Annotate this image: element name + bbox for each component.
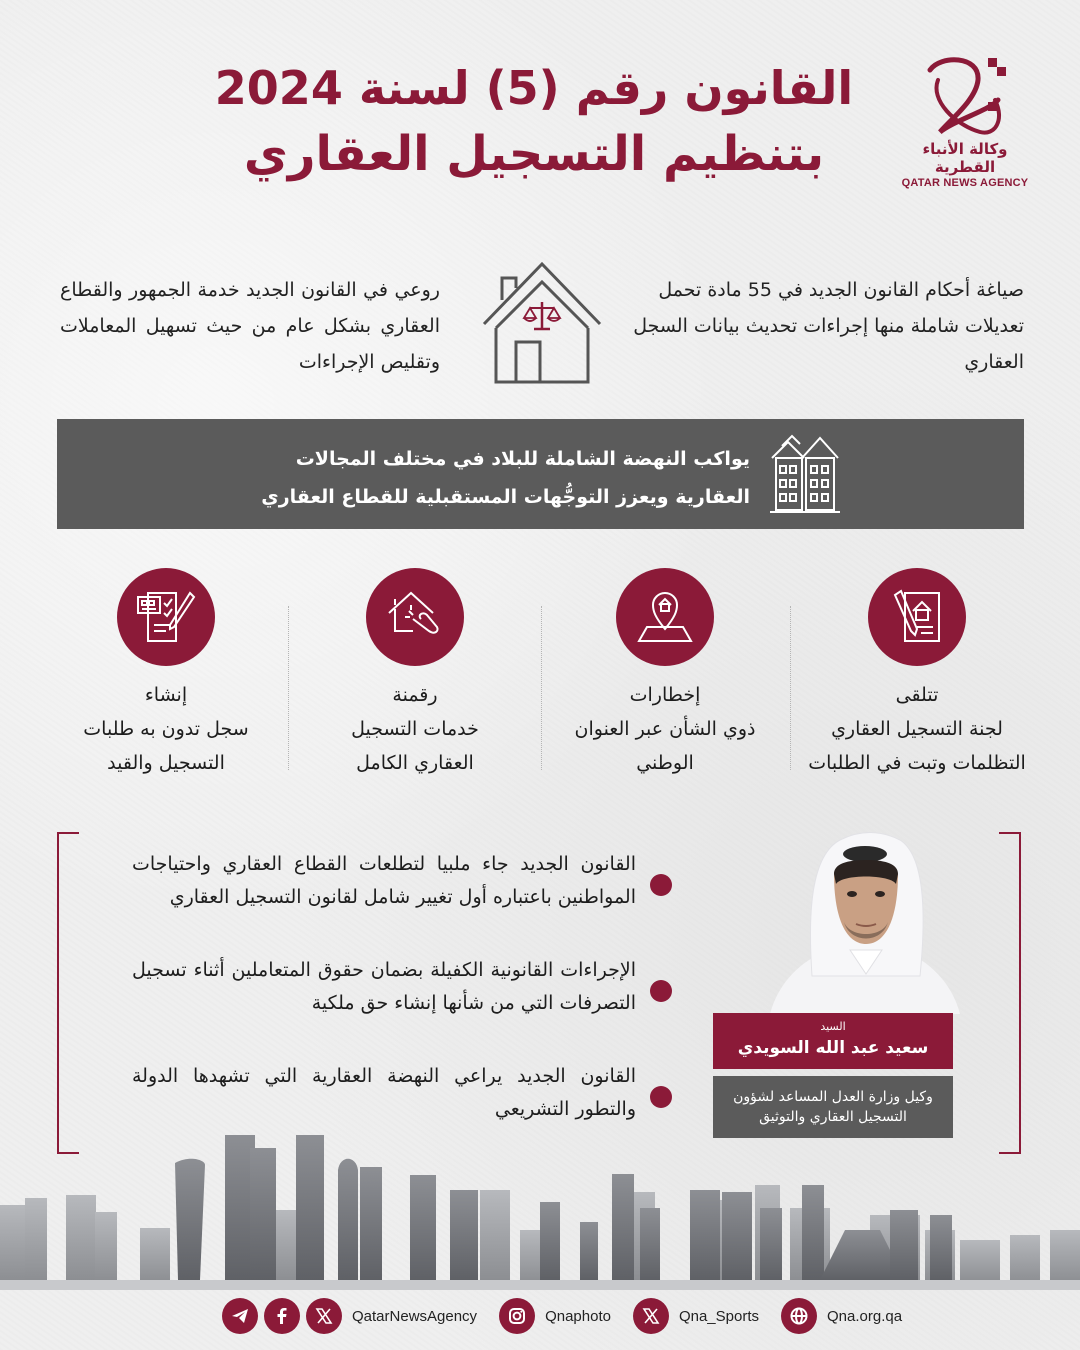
qna-logo [890,50,1040,190]
bullet-dot-icon [650,980,672,1002]
telegram-icon[interactable] [222,1298,258,1334]
x-icon[interactable] [633,1298,669,1334]
feature-line-1: خدمات التسجيل [351,718,479,740]
intro-left-text: روعي في القانون الجديد خدمة الجمهور والقطاع العقاري بشكل عام من حيث تسهيل المعاملات وتقليص الإجراءات [60,279,440,373]
bullet-text: الإجراءات القانونية الكفيلة بضمان حقوق المتعاملين أثناء تسجيل التصرفات التي من شأنها إنشاء حق ملكية [132,959,636,1014]
feature-icon-circle [868,568,966,666]
qna-logo-icon [910,50,1020,138]
feature-head: تتلقى [895,684,939,706]
feature-line-2: التظلمات وتبت في الطلبات [808,752,1026,774]
logo-name-en: QATAR NEWS AGENCY [901,177,1029,189]
bullet-item [132,848,672,914]
bullet-list [132,848,672,1166]
footer-handle-website[interactable]: Qna.org.qa [827,1307,903,1325]
facebook-icon[interactable] [264,1298,300,1334]
divider [541,606,542,770]
feature-line-1: سجل تدون به طلبات [83,718,249,740]
document-house-pen-icon [885,585,949,649]
banner-line-1: يواكب النهضة الشاملة للبلاد في مختلف المجالات [295,448,750,470]
frame-bracket-left [57,832,79,1154]
instagram-icon[interactable] [499,1298,535,1334]
house-touch-icon [383,585,447,649]
bullet-dot-icon [650,874,672,896]
house-with-scales-icon [478,256,606,390]
feature-icon-circle [366,568,464,666]
feature-registry [46,568,286,780]
feature-grievances [797,568,1037,780]
banner-line-2: العقارية ويعزز التوجُّهات المستقبلية للقطاع العقاري [261,486,750,508]
logo-name-ar: وكالة الأنباء القطرية [922,140,1008,176]
frame-bracket-right [999,832,1021,1154]
intro-right-text: صياغة أحكام القانون الجديد في 55 مادة تحمل تعديلات شاملة منها إجراءات تحديث بيانات السجل العقاري [633,279,1024,373]
feature-line-2: التسجيل والقيد [107,752,225,774]
person-prefix: السيد [820,1020,846,1033]
feature-line-2: العقاري الكامل [356,752,474,774]
feature-head: رقمنة [392,684,438,706]
footer-handle-qna[interactable]: QatarNewsAgency [352,1307,478,1325]
bullet-item [132,954,672,1020]
feature-line-1: ذوي الشأن عبر العنوان [574,718,756,740]
globe-icon[interactable] [781,1298,817,1334]
person-name-box [713,1013,953,1069]
map-pin-house-icon [633,585,697,649]
feature-line-1: لجنة التسجيل العقاري [831,718,1003,740]
feature-head: إنشاء [144,684,188,706]
social-footer [222,1296,918,1336]
banner-text [190,440,750,516]
feature-icon-circle [117,568,215,666]
footer-handle-qna-sports[interactable]: Qna_Sports [678,1307,759,1325]
doha-skyline-image [0,1130,1080,1290]
title-line-1: القانون رقم (5) لسنة 2024 [214,61,854,115]
x-icon[interactable] [306,1298,342,1334]
feature-icon-circle [616,568,714,666]
bullet-text: القانون الجديد جاء ملبيا لتطلعات القطاع العقاري واحتياجات المواطنين باعتباره أول تغيير شامل لقانون التسجيل العقاري [132,853,636,908]
bullet-text: القانون الجديد يراعي النهضة العقارية التي تشهدها الدولة والتطور التشريعي [132,1065,636,1120]
divider [288,606,289,770]
page-title [214,56,854,186]
bullet-dot-icon [650,1086,672,1108]
portrait-photo [750,826,980,1014]
feature-head: إخطارات [629,684,701,706]
feature-line-2: الوطني [636,752,694,774]
person-role: وكيل وزارة العدل المساعد لشؤون التسجيل العقاري والتوثيق [713,1076,953,1138]
buildings-icon [768,432,842,520]
title-line-2: بتنظيم التسجيل العقاري [243,126,825,182]
feature-digitization [295,568,535,780]
feature-notifications [545,568,785,780]
person-name: سعيد عبد الله السويدي [737,1038,929,1058]
checklist-pen-icon [134,585,198,649]
bullet-item [132,1060,672,1126]
divider [790,606,791,770]
footer-handle-qnaphoto[interactable]: Qnaphoto [545,1307,611,1325]
